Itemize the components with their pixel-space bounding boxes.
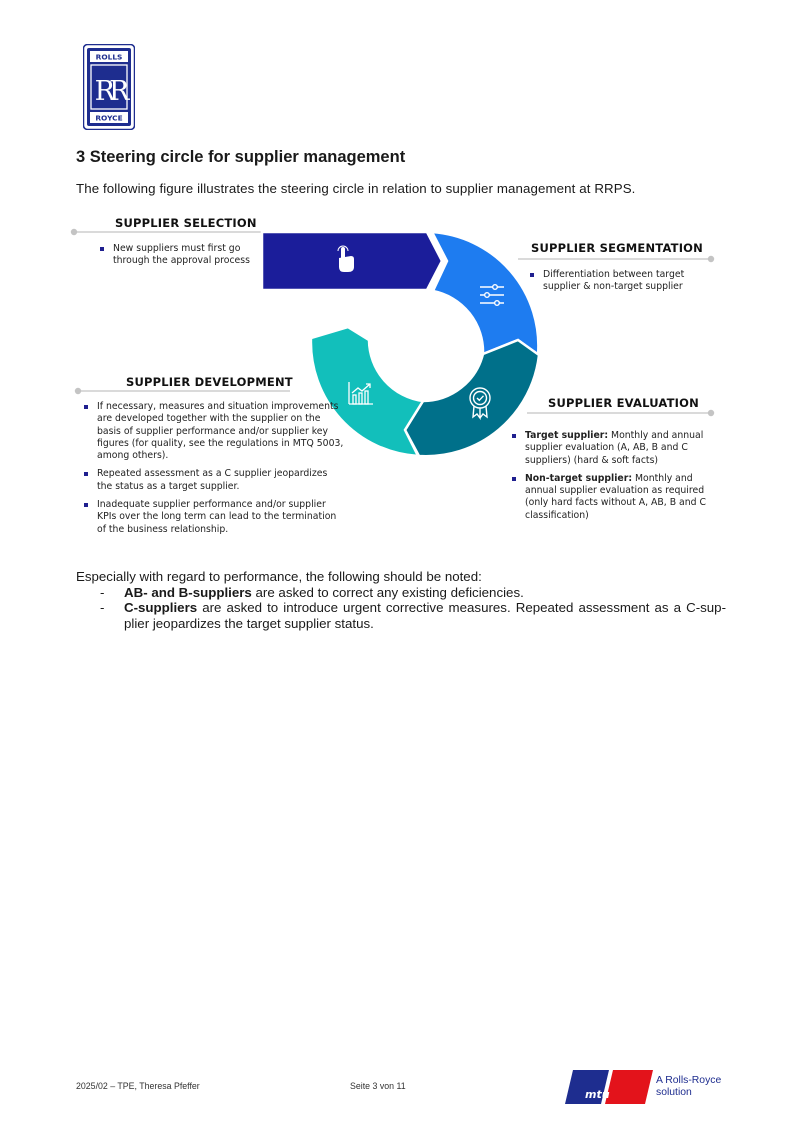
segmentation-bullets: [529, 269, 709, 300]
development-bullet: Repeated assessment as a C supplier jeopardizes the status as a target supplier.: [83, 468, 345, 493]
footer-page-number: Seite 3 von 11: [350, 1081, 406, 1091]
rolls-royce-tagline: A Rolls-Royce solution: [656, 1075, 722, 1098]
evaluation-bullets: [511, 430, 711, 528]
selection-bullet: New suppliers must first go through the approval process: [99, 243, 267, 268]
development-bullets: [83, 401, 345, 542]
svg-text:ROYCE: ROYCE: [95, 113, 123, 123]
section-heading: 3 Steering circle for supplier management: [76, 148, 406, 166]
development-title: SUPPLIER DEVELOPMENT: [126, 375, 293, 389]
steering-circle-figure: [70, 210, 730, 540]
evaluation-bullet: Non-target supplier: Monthly and annual supplier evaluation as required (only hard facts without A, AB, B and C classification): [511, 473, 711, 522]
notes-item: - AB- and B-suppliers are asked to correct any existing deficiencies.: [100, 584, 524, 600]
development-bullet: If necessary, measures and situation improvements are developed together with the supplier on the basis of supplier performance and/or supplier key figures (for quality, see the regulations in MTQ 5003, among others).: [83, 401, 345, 462]
segmentation-bullet: Differentiation between target supplier & non-target supplier: [529, 269, 709, 294]
notes-lead: Especially with regard to performance, the following should be noted:: [76, 569, 482, 584]
selection-title: SUPPLIER SELECTION: [115, 216, 257, 230]
rolls-royce-logo: [83, 44, 135, 130]
notes-item: - C-suppliers are asked to introduce urgent corrective measures. Repeated assessment as a C-sup- plier jeopardizes the target supplier status.: [100, 600, 726, 631]
footer-author: 2025/02 – TPE, Theresa Pfeffer: [76, 1081, 200, 1091]
intro-paragraph: The following figure illustrates the steering circle in relation to supplier management at RRPS.: [76, 181, 636, 196]
development-bullet: Inadequate supplier performance and/or supplier KPIs over the long term can lead to the termination of the business relationship.: [83, 499, 345, 536]
svg-text:mtu: mtu: [585, 1088, 610, 1101]
evaluation-title: SUPPLIER EVALUATION: [548, 396, 699, 410]
segmentation-title: SUPPLIER SEGMENTATION: [531, 241, 703, 255]
performance-notes: [76, 569, 726, 631]
selection-bullets: [99, 243, 267, 274]
mtu-logo: [565, 1068, 653, 1106]
evaluation-bullet: Target supplier: Monthly and annual supplier evaluation (A, AB, B and C suppliers) (hard & soft facts): [511, 430, 711, 467]
svg-text:ROLLS: ROLLS: [95, 52, 123, 62]
svg-text:RR: RR: [94, 76, 124, 107]
